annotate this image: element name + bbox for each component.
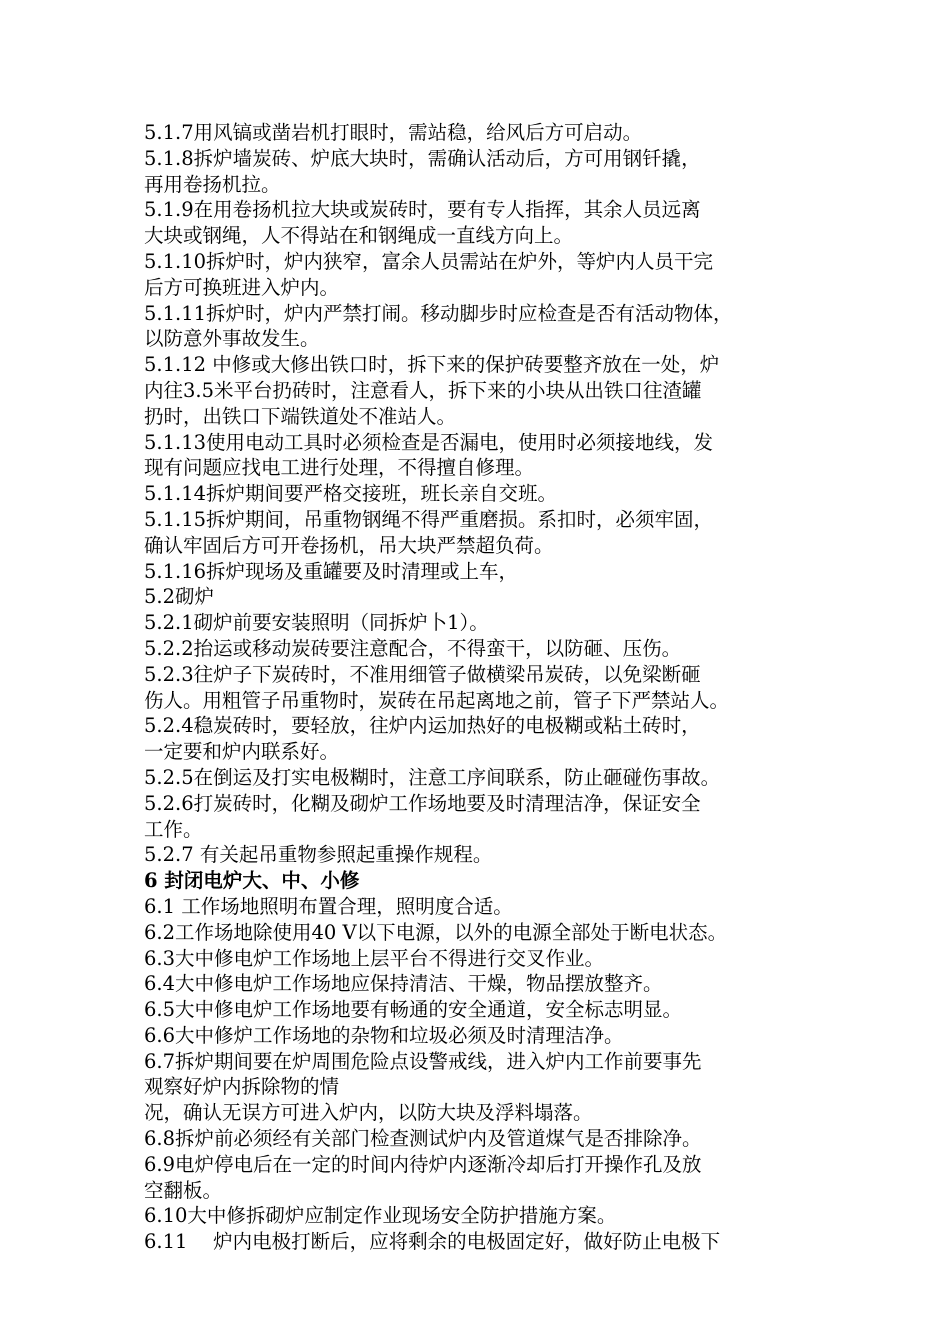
text-line: 5.2.4稳炭砖时，要轻放，往炉内运加热好的电极糊或粘土砖时， [144, 714, 701, 738]
text-line: 6.1 工作场地照明布置合理，照明度合适。 [144, 894, 513, 918]
text-line: 5.2.6打炭砖时，化糊及砌炉工作场地要及时清理洁净，保证安全 [144, 791, 701, 815]
text-line: 现有问题应找电工进行处理，不得擅自修理。 [144, 456, 535, 480]
text-line: 确认牢固后方可开卷扬机，吊大块严禁超负荷。 [144, 533, 554, 557]
text-line: 大块或钢绳，人不得站在和钢绳成一直线方向上。 [144, 224, 574, 248]
text-line: 6.11 炉内电极打断后，应将剩余的电极固定好，做好防止电极下 [144, 1230, 721, 1254]
text-line: 6.4大中修电炉工作场地应保持清洁、干燥，物品摆放整齐。 [144, 972, 663, 996]
section-heading: 6 封闭电炉大、中、小修 [144, 869, 360, 893]
text-line: 5.2.1砌炉前要安装照明（同拆炉卜1）。 [144, 611, 489, 635]
text-line: 6.8拆炉前必须经有关部门检查测试炉内及管道煤气是否排除净。 [144, 1127, 702, 1151]
text-line: 5.2.5在倒运及打实电极糊时，注意工序间联系，防止砸碰伤事故。 [144, 765, 721, 789]
text-line: 6.6大中修炉工作场地的杂物和垃圾必须及时清理洁净。 [144, 1023, 624, 1047]
text-line: 以防意外事故发生。 [144, 327, 320, 351]
text-line: 再用卷扬机拉。 [144, 172, 281, 196]
text-line: 伤人。用粗管子吊重物时，炭砖在吊起离地之前，管子下严禁站人。 [144, 688, 730, 712]
text-line: 5.1.14拆炉期间要严格交接班，班长亲自交班。 [144, 482, 558, 506]
text-line: 工作。 [144, 817, 203, 841]
text-line: 5.2砌炉 [144, 585, 215, 609]
text-line: 6.7拆炉期间要在炉周围危险点设警戒线，进入炉内工作前要事先 [144, 1049, 702, 1073]
text-line: 况，确认无误方可进入炉内，以防大块及浮料塌落。 [144, 1101, 593, 1125]
text-line: 5.2.7 有关起吊重物参照起重操作规程。 [144, 843, 493, 867]
text-line: 扔时，出铁口下端铁道处不准站人。 [144, 404, 457, 428]
text-line: 5.1.7用风镐或凿岩机打眼时，需站稳，给风后方可启动。 [144, 121, 643, 144]
text-line: 观察好炉内拆除物的情 [144, 1075, 340, 1099]
text-line: 5.1.15拆炉期间，吊重物钢绳不得严重磨损。系扣时，必须牢固， [144, 507, 714, 531]
text-line: 5.1.16拆炉现场及重罐要及时清理或上车， [144, 559, 519, 583]
text-line: 空翻板。 [144, 1178, 223, 1202]
text-line: 6.3大中修电炉工作场地上层平台不得进行交叉作业。 [144, 946, 605, 970]
text-line: 6.5大中修电炉工作场地要有畅通的安全通道，安全标志明显。 [144, 998, 683, 1022]
text-line: 5.1.9在用卷扬机拉大块或炭砖时，要有专人指挥，其余人员远离 [144, 198, 701, 222]
text-line: 5.2.2抬运或移动炭砖要注意配合，不得蛮干，以防砸、压伤。 [144, 636, 682, 660]
text-line: 6.9电炉停电后在一定的时间内待炉内逐渐冷却后打开操作孔及放 [144, 1152, 702, 1176]
text-line: 内往3.5米平台扔砖时，注意看人，拆下来的小块从出铁口往渣罐 [144, 378, 702, 402]
text-line: 一定要和炉内联系好。 [144, 740, 340, 764]
document-body [144, 120, 834, 1255]
text-line: 5.1.10拆炉时，炉内狭窄，富余人员需站在炉外，等炉内人员干完 [144, 249, 714, 273]
text-line: 5.1.11拆炉时，炉内严禁打闹。移动脚步时应检查是否有活动物体， [144, 301, 733, 325]
text-line: 5.1.12 中修或大修出铁口时，拆下来的保护砖要整齐放在一处，炉 [144, 353, 720, 377]
text-line: 5.1.13使用电动工具时必须检查是否漏电，使用时必须接地线，发 [144, 430, 714, 454]
text-line: 6.2工作场地除使用40 V以下电源，以外的电源全部处于断电状态。 [144, 920, 728, 944]
text-line: 5.1.8拆炉墙炭砖、炉底大块时，需确认活动后，方可用钢钎撬， [144, 146, 701, 170]
text-line: 5.2.3往炉子下炭砖时，不准用细管子做横梁吊炭砖，以免梁断砸 [144, 662, 701, 686]
text-line: 6.10大中修拆砌炉应制定作业现场安全防护措施方案。 [144, 1204, 617, 1228]
text-line: 后方可换班进入炉内。 [144, 275, 340, 299]
